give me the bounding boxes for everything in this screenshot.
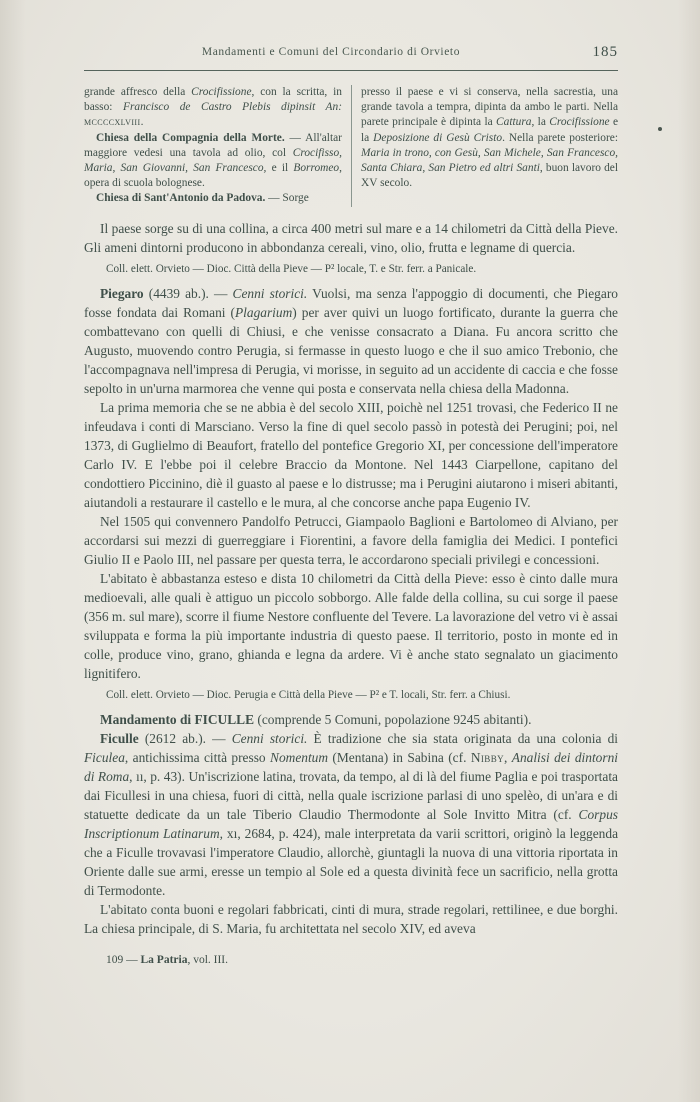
paragraph: presso il paese e vi si conserva, nella sacrestia, una grande tavola a tempra, dipinta da ambo le parti. Nella parete principale è dipinta la Cattura, la Crocifissione e la Deposizione di Gesù Cristo. Nella parete posteriore: Maria in trono, con Gesù, San Michele, San Francesco, Santa Chiara, San Pietro ed altri Santi, buon lavoro del XV secolo. [361, 86, 619, 190]
bold-text: Ficulle [100, 730, 139, 746]
running-title: Mandamenti e Comuni del Circondario di Orvieto [201, 46, 461, 58]
italic-text: Crocifissione [191, 86, 252, 98]
paragraph: Mandamento di FICULLE (comprende 5 Comuni, popolazione 9245 abitanti). [100, 711, 532, 727]
italic-text: Plagarium [234, 304, 293, 320]
header-rule [84, 70, 618, 71]
bold-text: Piegaro [100, 285, 144, 301]
paragraph: La prima memoria che se ne abbia è del secolo XIII, poichè nel 1251 trovasi, che Federico II ne infeudava i conti di Marsciano. Verso la fine di quel secolo passò in potestà dei Perugini; poi, nel 1373, di Guglielmo di Beaufort, fratello del pontefice Gregorio XI, per concessione dell'imperatore Carlo IV. E l'ebbe poi il celebre Braccio da Montone. Nel 1443 Ciarpellone, capitano del condottiero Piccinino, diè il guasto al paese e lo distrusse; ma i Perugini aiutarono i miseri abitanti, aiutandoli a restaurare il castello e le mura, al che concorse anche papa Eugenio IV. [84, 399, 618, 510]
paragraph: L'abitato è abbastanza esteso e dista 10 chilometri da Città della Pieve: esso è cinto dalle mura medioevali, alle quali è attiguo un piccolo sobborgo. Alle falde della collina, su cui sorge il paese (356 m. sul mare), scorre il fiume Nestore confluente del Tevere. La lavorazione del vetro vi è assai sviluppata e forma la più importante industria di questo paese. Il territorio, posto in monte ed in colle, produce vino, grano, ghianda e legna da ardere. Vi è anche stato segnalato un giacimento lignitifero. [84, 570, 618, 681]
italic-text: Ficulea [84, 749, 125, 765]
bold-text: Mandamento di FICULLE [100, 711, 255, 727]
bold-text: Chiesa della Compagnia della Morte. [96, 131, 285, 144]
small-caps-text: Nibby [470, 749, 505, 765]
paragraph: Il paese sorge su di una collina, a circa 400 metri sul mare e a 14 chilometri da Città della Pieve. Gli ameni dintorni producono in abbondanza cereali, vino, olio, frutta e legname di quercia. [84, 220, 618, 255]
page-header [84, 46, 618, 68]
paragraph: Piegaro (4439 ab.). — Cenni storici. Vuolsi, ma senza l'appoggio di documenti, che Piegaro fosse fondata dai Romani (Plagarium) per aver quivi un luogo fortificato, durante la guerra che combattevano con quelli di Chiusi, e che venisse consacrato a Diana. Fu ancora scritto che Augusto, muovendo contro Perugia, si fermasse in questo luogo e che il suo amico Trebonio, che l'accompagnava nell'impresa di Perugia, vi morisse, in seguito ad un accidente di caccia e che fosse sepolto in un'urna marmorea che venne qui posta e conservata nella chiesa della Madonna. [84, 285, 618, 396]
small-caps-text: mccccxlviii [84, 116, 141, 129]
ink-speck [658, 127, 662, 131]
italic-text: Borromeo [293, 162, 340, 175]
paragraph: L'abitato conta buoni e regolari fabbricati, cinti di mura, strade regolari, rettilinee, e due borghi. La chiesa principale, di S. Maria, fu architettata nel secolo XIV, ed aveva [84, 901, 618, 936]
italic-text: Francisco de Castro Plebis dipinsit An: [123, 101, 342, 114]
italic-text: Cattura [496, 116, 532, 129]
page-footer: 109 — La Patria, vol. III. [106, 953, 229, 966]
italic-text: Crocifisso, Maria, San Giovanni, San Francesco, [84, 146, 342, 175]
bold-text: La Patria [140, 953, 188, 966]
bold-text: Chiesa di Sant'Antonio da Padova. [96, 192, 266, 205]
italic-text: Nomentum [270, 749, 329, 765]
paragraph: Chiesa della Compagnia della Morte. — All'altar maggiore vedesi una tavola ad olio, col Crocifisso, Maria, San Giovanni, San Francesco, e il Borromeo, opera di scuola bolognese. [84, 131, 342, 190]
paragraph: Ficulle (2612 ab.). — Cenni storici. È tradizione che sia stata originata da una colonia di Ficulea, antichissima città presso Nomentum (Mentana) in Sabina (cf. Nibby, Analisi dei dintorni di Roma, ıı, p. 43). Un'iscrizione latina, trovata, da tempo, al di là del fiume Paglia e poi trasportata dai Ficullesi in una chiesa, fuori di città, nella quale iscrizione parlasi di uno spelèo, di un'ara e di statuette dedicate da un tale Tiberio Claudio Thermodonte al Sole Invitto Mitra (cf. Corpus Inscriptionum Latinarum, xı, 2684, p. 424), male interpretata da varii scrittori, originò la leggenda che a Ficulle trovavasi l'imperatore Claudio, allorchè, giuntagli la nuova di una vittoria riportata in Oriente dalle sue armi, eresse un tempio al Sole ed a questa divinità fece un sacrificio, nella grotta di Termodonte. [84, 730, 619, 898]
paragraph: Chiesa di Sant'Antonio da Padova. — Sorge [96, 192, 309, 205]
page-number: 185 [592, 44, 618, 60]
italic-text: Crocifissione [549, 116, 610, 129]
italic-text: Deposizione di Gesù Cristo [373, 131, 503, 144]
right-column [351, 85, 618, 207]
italic-text: Maria in trono, con Gesù, San Michele, San Francesco, Santa Chiara, San Pietro ed altri Santi [361, 146, 618, 175]
italic-text: Cenni storici. [231, 730, 308, 746]
body-text [84, 219, 618, 938]
left-column [84, 85, 351, 207]
italic-text: Corpus Inscriptionum Latinarum [84, 806, 618, 841]
reference-note: Coll. elett. Orvieto — Dioc. Perugia e Città della Pieve — P² e T. locali, Str. ferr. a Chiusi. [106, 688, 511, 701]
paragraph: Nel 1505 qui convennero Pandolfo Petrucci, Giampaolo Baglioni e Bartolomeo di Alviano, per accordarsi sui mezzi di guerreggiare i Fiorentini, a favore della famiglia dei Medici. I pontefici Giulio II e Paolo III, nel passare per questa terra, le accordarono speciali privilegi e concessioni. [84, 513, 618, 567]
reference-note: Coll. elett. Orvieto — Dioc. Città della Pieve — P² locale, T. e Str. ferr. a Panicale. [106, 262, 477, 275]
italic-text: Analisi dei dintorni di Roma [84, 749, 618, 784]
paragraph: grande affresco della Crocifissione, con la scritta, in basso: Francisco de Castro Plebis dipinsit An: mccccxlviii. [84, 86, 342, 129]
two-column-section [84, 85, 618, 207]
italic-text: Cenni storici. [232, 285, 308, 301]
